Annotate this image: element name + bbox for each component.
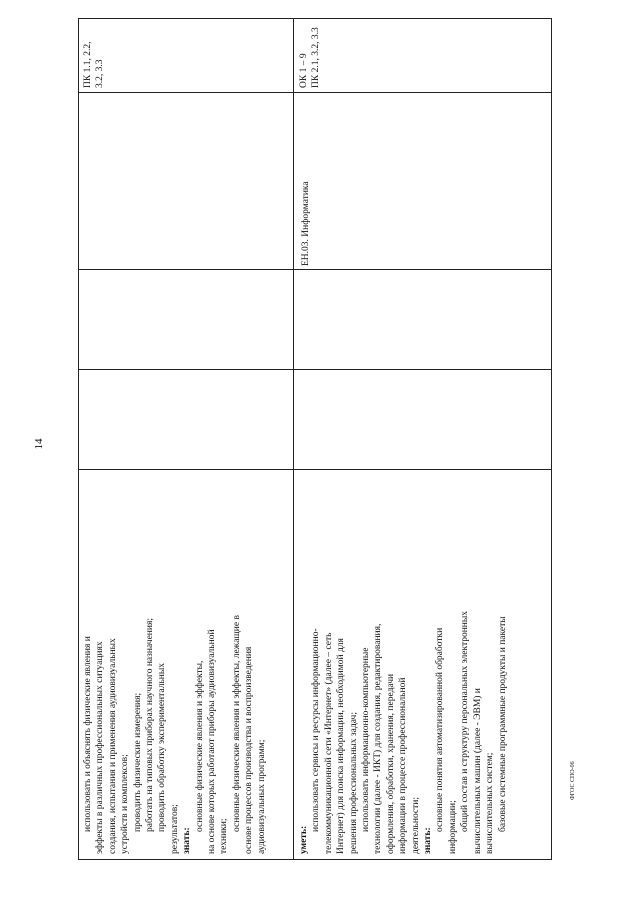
row1-line: аудиовизуальных программ; bbox=[256, 739, 267, 854]
row2-line: технологии (далее - ИКТ) для создания, редактирования, bbox=[373, 623, 384, 854]
row1-content-text bbox=[82, 466, 268, 854]
row2-competencies bbox=[298, 22, 323, 88]
row1-line: эффекты в различных профессиональных ситуациях bbox=[95, 641, 106, 854]
competency-code: ПК 1.1, 2.2, bbox=[83, 41, 93, 88]
row2-know-label: знать: bbox=[423, 827, 434, 854]
row2-line: Интернет) для поиска информации, необходимой для bbox=[336, 638, 347, 854]
competency-code: 3.2, 3.3 bbox=[95, 59, 106, 88]
row2-line: основные понятия автоматизированной обработки bbox=[435, 627, 446, 832]
page-number: 14 bbox=[33, 438, 45, 450]
row1-line: работать на типовых приборах научного назначения; bbox=[145, 618, 156, 832]
row1-line: устройств и комплексов; bbox=[120, 754, 131, 854]
row2-skills-label: уметь: bbox=[299, 825, 309, 854]
row1-line: результатов; bbox=[169, 804, 180, 854]
row1-line: основные физические явления и эффекты, лежащие в bbox=[231, 615, 242, 832]
competency-code: ОК 1 – 9 bbox=[299, 53, 309, 88]
row1-line: основные физические явления и эффекты, bbox=[194, 660, 205, 832]
row2-line: оформления, обработки, хранения, передачи bbox=[385, 673, 396, 854]
row2-line: общий состав и структуру персональных электронных bbox=[460, 610, 471, 832]
row1-line: использовать и объяснять физические явления и bbox=[83, 636, 93, 832]
row2-line: информации; bbox=[447, 800, 458, 854]
row1-competencies bbox=[82, 22, 107, 88]
row1-know-label: знать: bbox=[182, 827, 193, 854]
competency-code: ПК 2.1, 3.2, 3.3 bbox=[311, 27, 322, 88]
row2-content-text bbox=[298, 466, 509, 854]
row2-line: базовые системные программные продукты и пакеты bbox=[497, 616, 508, 832]
document-footer: ФГОС СПО-06 bbox=[570, 761, 576, 800]
row1-line: основе процессов производства и воспроизведения bbox=[244, 646, 255, 854]
row1-line: создания, испытания и применения аудиовизуальных bbox=[107, 638, 118, 854]
row2-line: вычислительных систем; bbox=[485, 752, 496, 854]
row2-line: деятельности; bbox=[410, 796, 421, 854]
row2-discipline: ЕН.03. Информатика bbox=[301, 181, 311, 266]
row2-line: решения профессиональных задач; bbox=[348, 712, 359, 854]
row2-line: вычислительных машин (далее - ЭВМ) и bbox=[472, 688, 483, 854]
competency-table bbox=[78, 18, 552, 860]
row2-line: информации в процессе профессиональной bbox=[398, 677, 409, 854]
row1-line: проводить физические измерения; bbox=[132, 692, 143, 832]
row2-line: использовать сервисы и ресурсы информационно- bbox=[311, 628, 322, 832]
row1-line: проводить обработку экспериментальных bbox=[157, 662, 168, 832]
row2-line: телекоммуникационной сети «Интернет» (далее – сеть bbox=[323, 632, 334, 854]
row1-line: техники; bbox=[219, 818, 230, 854]
row1-line: на основе которых работают приборы аудиовизуальной bbox=[207, 629, 218, 854]
row2-line: использовать информационно-компьютерные bbox=[361, 647, 372, 832]
